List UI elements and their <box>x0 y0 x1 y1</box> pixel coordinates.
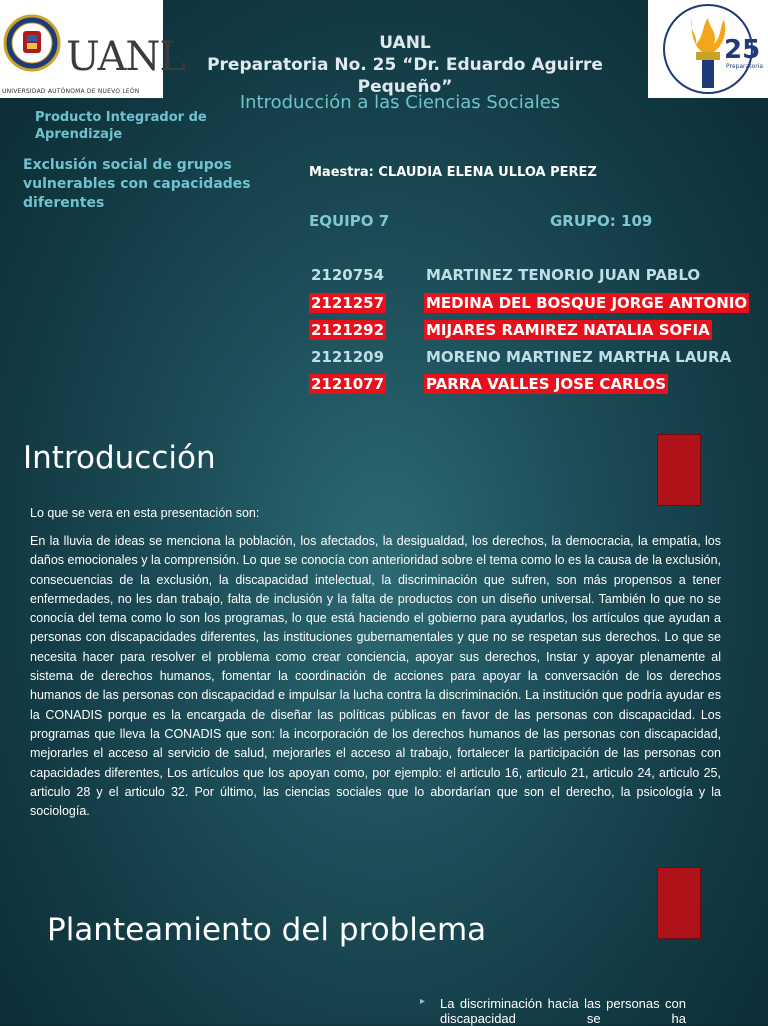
header-line1: UANL <box>379 33 431 53</box>
planteamiento-title: Planteamiento del problema <box>47 912 487 948</box>
student-id: 2121209 <box>311 348 385 366</box>
prepa-label: Preparatoria <box>726 63 764 70</box>
student-name: MIJARES RAMIREZ NATALIA SOFIA <box>426 321 710 339</box>
team-label: EQUIPO 7 <box>309 212 390 230</box>
school-header <box>175 32 635 98</box>
student-id: 2120754 <box>311 266 385 284</box>
student-row <box>0 293 768 317</box>
uanl-logo <box>0 0 185 98</box>
student-id: 2121292 <box>311 321 385 339</box>
student-name: PARRA VALLES JOSE CARLOS <box>426 375 667 393</box>
uanl-shield-icon <box>3 3 61 83</box>
header-line2: Preparatoria No. 25 “Dr. Eduardo Aguirre Pequeño” <box>207 55 603 97</box>
prepa25-logo <box>648 0 768 98</box>
red-accent-bar <box>657 434 701 506</box>
student-row <box>0 265 768 289</box>
student-id: 2121257 <box>311 294 385 312</box>
student-name: MEDINA DEL BOSQUE JORGE ANTONIO <box>426 294 748 312</box>
subject-title: Introducción a las Ciencias Sociales <box>239 92 561 113</box>
intro-title: Introducción <box>23 440 216 476</box>
producto-label: Producto Integrador de Aprendizaje <box>35 110 207 142</box>
student-row <box>0 347 768 371</box>
student-id: 2121077 <box>311 375 385 393</box>
student-name: MARTINEZ TENORIO JUAN PABLO <box>426 266 701 284</box>
topic-title: Exclusión social de grupos vulnerables con capacidades diferentes <box>23 157 251 211</box>
student-row <box>0 374 768 398</box>
uanl-subtext: UNIVERSIDAD AUTÓNOMA DE NUEVO LEÓN <box>2 88 140 95</box>
teacher-name: Maestra: CLAUDIA ELENA ULLOA PEREZ <box>309 165 597 180</box>
uanl-wordmark: UANL <box>66 34 185 80</box>
student-row <box>0 320 768 344</box>
red-accent-bar <box>657 867 701 939</box>
prepa-number: 25 <box>724 35 761 65</box>
group-label: GRUPO: 109 <box>550 212 653 230</box>
intro-body: En la lluvia de ideas se menciona la población, los afectados, la desigualdad, los derechos, la democracia, la empatía, los daños emocionales y la comprensión. Lo que se conocía con anterioridad sobre el tema como lo es la causa de la exclusión, consecuencias de la exclusión, la discapacidad intelectual, la discriminación que sufren, son más propensos a tener enfermedades, no les dan trabajo, falta de inclusión y la falta de productos con un diseño universal. También lo que no se conocía del tema como lo son los programas, lo que está haciendo el gobierno para ayudarlos, los artículos que ayudan a personas con discapacidades diferentes, las instituciones gubernamentales y que no se respetan sus derechos. Lo que se necesita hacer para resolver el problema como crear conciencia, apoyar sus derechos, Instar y apoyar plenamente al sistema de derechos humanos, fomentar la coordinación de acciones para apoyar la conversación de los derechos humanos de las personas con discapacidad e impulsar la lucha contra la discriminación. La institución que podría ayudar es la CONADIS porque es la encargada de diseñar las políticas públicas en favor de las personas con discapacidad. Los programas que lleva la CONADIS que son: la incorporación de los derechos humanos de las personas con discapacidad, mejorarles el acceso al servicio de salud, mejorarles el acceso al trabajo, fortalecer la participación de las personas con capacidades diferentes, Los artículos que los apoyan como, por ejemplo: el articulo 16, articulo 21, articulo 24, articulo 25, articulo 28 y el articulo 32. Por último, las ciencias sociales que lo abordarían que son el derecho, la psicología y la sociología. <box>30 534 721 819</box>
bullet-triangle-icon: ▸ <box>420 996 426 1007</box>
torch-icon <box>648 0 768 98</box>
planteamiento-bullet: La discriminación hacia las personas con discapacidad se ha <box>440 996 686 1026</box>
student-name: MORENO MARTINEZ MARTHA LAURA <box>426 348 732 366</box>
intro-lead: Lo que se vera en esta presentación son: <box>30 506 260 520</box>
